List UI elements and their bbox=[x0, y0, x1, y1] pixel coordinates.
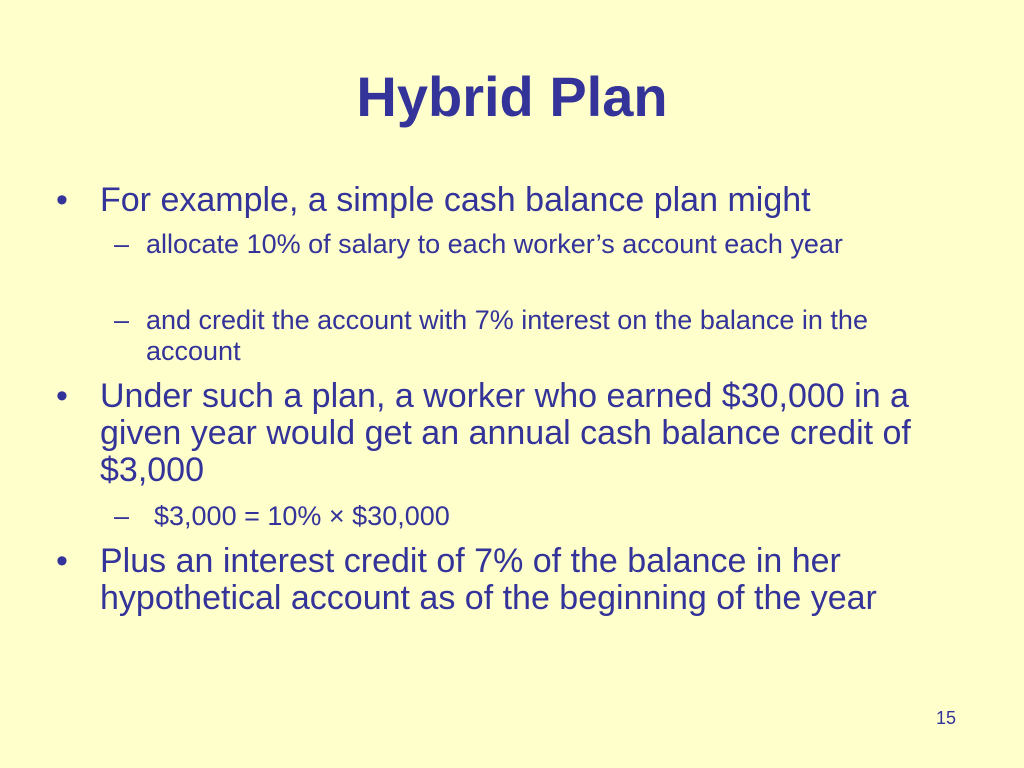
slide-title: Hybrid Plan bbox=[356, 65, 668, 128]
bullet-marker: • bbox=[56, 377, 68, 415]
bullet-item bbox=[56, 543, 956, 617]
dash-marker: – bbox=[114, 229, 130, 259]
dash-marker: – bbox=[114, 305, 130, 335]
bullet-text: For example, a simple cash balance plan might bbox=[100, 181, 811, 219]
bullet-marker: • bbox=[56, 542, 68, 580]
bullet-item bbox=[56, 182, 956, 219]
bullet-item bbox=[56, 378, 956, 489]
bullet-marker: • bbox=[56, 181, 68, 219]
sub-bullet-item bbox=[114, 501, 964, 532]
sub-bullet-text: and credit the account with 7% interest on the balance in the account bbox=[146, 305, 868, 366]
bullet-text: Plus an interest credit of 7% of the balance in her hypothetical account as of the beginning of the year bbox=[100, 542, 877, 617]
dash-marker: – bbox=[114, 501, 130, 531]
sub-bullet-item bbox=[114, 229, 964, 260]
sub-bullet-text: $3,000 = 10% × $30,000 bbox=[154, 501, 450, 531]
sub-bullet-item bbox=[114, 305, 964, 367]
bullet-text: Under such a plan, a worker who earned $30,000 in a given year would get an annual cash balance credit of $3,000 bbox=[100, 377, 911, 489]
page-number: 15 bbox=[936, 708, 957, 728]
sub-bullet-text: allocate 10% of salary to each worker’s account each year bbox=[146, 229, 843, 259]
